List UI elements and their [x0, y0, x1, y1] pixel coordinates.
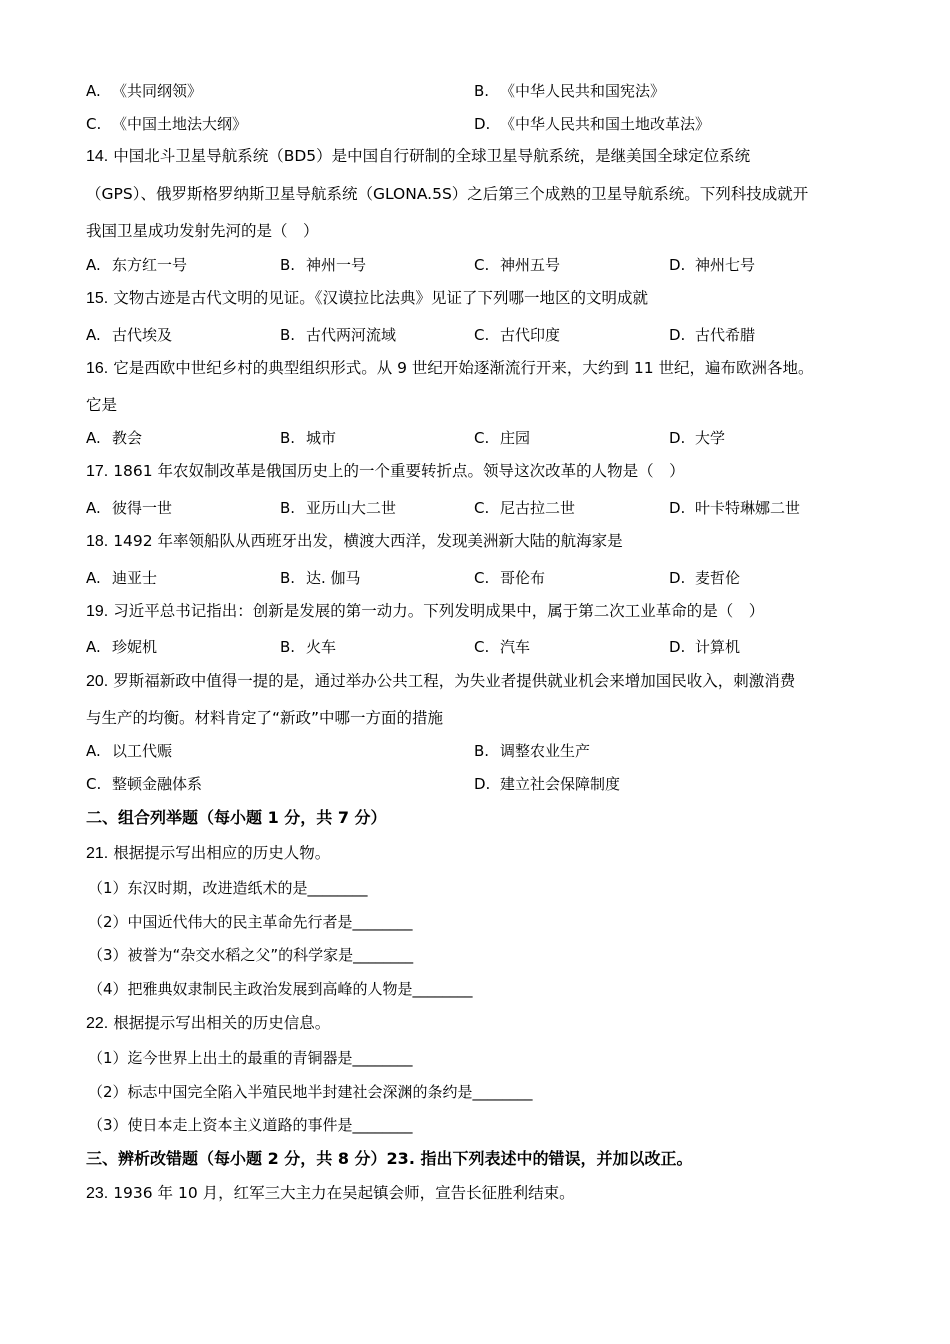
- question-20: [86, 671, 795, 692]
- option-letter: D.: [669, 256, 686, 274]
- question-number: 14.: [86, 148, 109, 165]
- option-text: 麦哲伦: [695, 569, 741, 587]
- option-letter: B.: [280, 499, 296, 517]
- option-text: 《中华人民共和国宪法》: [500, 82, 666, 100]
- option-text: 彼得一世: [112, 499, 173, 517]
- option-letter: B.: [280, 638, 296, 656]
- option-text: 建立社会保障制度: [500, 775, 621, 793]
- question-number: 16.: [86, 360, 109, 377]
- option-text: 古代印度: [500, 326, 561, 344]
- option-text: 整顿金融体系: [112, 775, 203, 793]
- q21-item-2: （2）中国近代伟大的民主革命先行者是________: [88, 913, 413, 931]
- question-text: 1861 年农奴制改革是俄国历史上的一个重要转折点。领导这次改革的人物是（ ）: [113, 462, 685, 480]
- q13-option-b: [474, 81, 665, 101]
- option-text: 庄园: [500, 429, 531, 447]
- q17-option-d: [669, 498, 800, 518]
- option-letter: A.: [86, 256, 101, 274]
- question-text: 它是西欧中世纪乡村的典型组织形式。从 9 世纪开始逐渐流行开来，大约到 11 世纪，遍布欧洲各地。: [113, 359, 814, 377]
- option-text: 尼古拉二世: [500, 499, 576, 517]
- option-text: 计算机: [695, 638, 741, 656]
- option-text: 《中华人民共和国土地改革法》: [500, 115, 711, 133]
- option-letter: C.: [474, 429, 490, 447]
- q19-option-c: [474, 637, 530, 657]
- q15-option-a: [86, 325, 172, 345]
- question-number: 20.: [86, 673, 109, 690]
- option-text: 以工代赈: [112, 742, 173, 760]
- option-letter: A.: [86, 499, 101, 517]
- question-text: 习近平总书记指出：创新是发展的第一动力。下列发明成果中，属于第二次工业革命的是（ ）: [113, 602, 765, 620]
- question-15: [86, 288, 648, 309]
- option-text: 迪亚士: [112, 569, 158, 587]
- question-number: 15.: [86, 290, 109, 307]
- option-text: 教会: [112, 429, 143, 447]
- option-letter: B.: [280, 326, 296, 344]
- option-letter: C.: [474, 638, 490, 656]
- question-18: [86, 531, 623, 552]
- option-letter: B.: [474, 82, 490, 100]
- option-text: 《共同纲领》: [112, 82, 203, 100]
- option-letter: A.: [86, 742, 101, 760]
- option-letter: D.: [474, 775, 491, 793]
- question-text: 根据提示写出相关的历史信息。: [113, 1014, 331, 1032]
- section-3-title: 三、辨析改错题（每小题 2 分，共 8 分）23. 指出下列表述中的错误，并加以改正。: [86, 1149, 693, 1168]
- q17-option-b: [280, 498, 396, 518]
- question-number: 21.: [86, 845, 109, 862]
- option-letter: B.: [280, 429, 296, 447]
- option-letter: A.: [86, 429, 101, 447]
- q18-option-c: [474, 568, 545, 588]
- question-number: 17.: [86, 463, 109, 480]
- q16-option-c: [474, 428, 530, 448]
- question-16: [86, 358, 813, 379]
- option-letter: B.: [280, 569, 296, 587]
- option-text: 调整农业生产: [500, 742, 591, 760]
- option-text: 汽车: [500, 638, 531, 656]
- q14-option-a: [86, 255, 187, 275]
- question-19: [86, 601, 764, 622]
- option-letter: A.: [86, 82, 101, 100]
- option-text: 神州七号: [695, 256, 756, 274]
- question-22: [86, 1013, 330, 1034]
- q20-option-b: [474, 741, 590, 761]
- question-text: 根据提示写出相应的历史人物。: [113, 844, 331, 862]
- option-letter: D.: [669, 638, 686, 656]
- option-letter: C.: [86, 775, 102, 793]
- q22-item-2: （2）标志中国完全陷入半殖民地半封建社会深渊的条约是________: [88, 1083, 533, 1101]
- q18-option-b: [280, 568, 361, 588]
- q15-option-c: [474, 325, 560, 345]
- q22-item-3: （3）使日本走上资本主义道路的事件是________: [88, 1116, 413, 1134]
- q20-option-c: [86, 774, 202, 794]
- option-text: 东方红一号: [112, 256, 188, 274]
- question-text: 文物古迹是古代文明的见证。《汉谟拉比法典》见证了下列哪一地区的文明成就: [113, 289, 648, 307]
- option-letter: A.: [86, 569, 101, 587]
- q20-option-a: [86, 741, 172, 761]
- q21-item-3: （3）被誉为“杂交水稻之父”的科学家是________: [88, 946, 414, 964]
- option-text: 古代两河流域: [306, 326, 397, 344]
- question-text: 中国北斗卫星导航系统（BD5）是中国自行研制的全球卫星导航系统，是继美国全球定位系统: [113, 147, 751, 165]
- option-letter: C.: [86, 115, 102, 133]
- question-14: [86, 146, 750, 167]
- q19-option-a: [86, 637, 157, 657]
- question-20-line2: 与生产的均衡。材料肯定了“新政”中哪一方面的措施: [86, 709, 444, 727]
- q18-option-d: [669, 568, 740, 588]
- option-text: 大学: [695, 429, 726, 447]
- question-number: 18.: [86, 533, 109, 550]
- option-letter: D.: [669, 499, 686, 517]
- question-23: [86, 1183, 575, 1204]
- question-14-line3: 我国卫星成功发射先河的是（ ）: [86, 222, 319, 240]
- option-text: 达. 伽马: [306, 569, 361, 587]
- option-text: 《中国土地法大纲》: [112, 115, 248, 133]
- question-text: 1492 年率领船队从西班牙出发，横渡大西洋，发现美洲新大陆的航海家是: [113, 532, 623, 550]
- option-letter: B.: [474, 742, 490, 760]
- q21-item-4: （4）把雅典奴隶制民主政治发展到高峰的人物是________: [88, 980, 473, 998]
- section-2-title: 二、组合列举题（每小题 1 分，共 7 分）: [86, 808, 387, 827]
- option-text: 神州一号: [306, 256, 367, 274]
- option-letter: A.: [86, 638, 101, 656]
- question-14-line2: （GPS）、俄罗斯格罗纳斯卫星导航系统（GLONA.5S）之后第三个成熟的卫星导航系统。下列科技成就开: [86, 185, 809, 203]
- option-text: 古代希腊: [695, 326, 756, 344]
- question-number: 19.: [86, 603, 109, 620]
- q16-option-a: [86, 428, 142, 448]
- option-text: 叶卡特琳娜二世: [695, 499, 801, 517]
- q16-option-b: [280, 428, 336, 448]
- q13-option-d: [474, 114, 710, 134]
- option-letter: A.: [86, 326, 101, 344]
- option-text: 亚历山大二世: [306, 499, 397, 517]
- option-letter: D.: [669, 326, 686, 344]
- question-text: 罗斯福新政中值得一提的是，通过举办公共工程，为失业者提供就业机会来增加国民收入，刺激消费: [113, 672, 796, 690]
- q18-option-a: [86, 568, 157, 588]
- q14-option-b: [280, 255, 366, 275]
- q19-option-d: [669, 637, 740, 657]
- q17-option-a: [86, 498, 172, 518]
- q17-option-c: [474, 498, 575, 518]
- option-text: 火车: [306, 638, 337, 656]
- option-letter: D.: [669, 569, 686, 587]
- question-17: [86, 461, 685, 482]
- option-letter: D.: [669, 429, 686, 447]
- option-letter: C.: [474, 326, 490, 344]
- q15-option-d: [669, 325, 755, 345]
- q14-option-c: [474, 255, 560, 275]
- question-16-line2: 它是: [86, 396, 118, 414]
- q16-option-d: [669, 428, 725, 448]
- option-letter: B.: [280, 256, 296, 274]
- option-letter: C.: [474, 499, 490, 517]
- q14-option-d: [669, 255, 755, 275]
- q15-option-b: [280, 325, 396, 345]
- option-text: 古代埃及: [112, 326, 173, 344]
- option-letter: C.: [474, 256, 490, 274]
- option-letter: C.: [474, 569, 490, 587]
- option-text: 神州五号: [500, 256, 561, 274]
- option-text: 城市: [306, 429, 337, 447]
- q22-item-1: （1）迄今世界上出土的最重的青铜器是________: [88, 1049, 413, 1067]
- question-number: 23.: [86, 1185, 109, 1202]
- option-letter: D.: [474, 115, 491, 133]
- question-21: [86, 843, 330, 864]
- question-number: 22.: [86, 1015, 109, 1032]
- question-text: 1936 年 10 月，红军三大主力在吴起镇会师，宣告长征胜利结束。: [113, 1184, 575, 1202]
- q19-option-b: [280, 637, 336, 657]
- q13-option-a: [86, 81, 202, 101]
- option-text: 哥伦布: [500, 569, 546, 587]
- option-text: 珍妮机: [112, 638, 158, 656]
- q13-option-c: [86, 114, 247, 134]
- q21-item-1: （1）东汉时期，改进造纸术的是________: [88, 879, 368, 897]
- q20-option-d: [474, 774, 620, 794]
